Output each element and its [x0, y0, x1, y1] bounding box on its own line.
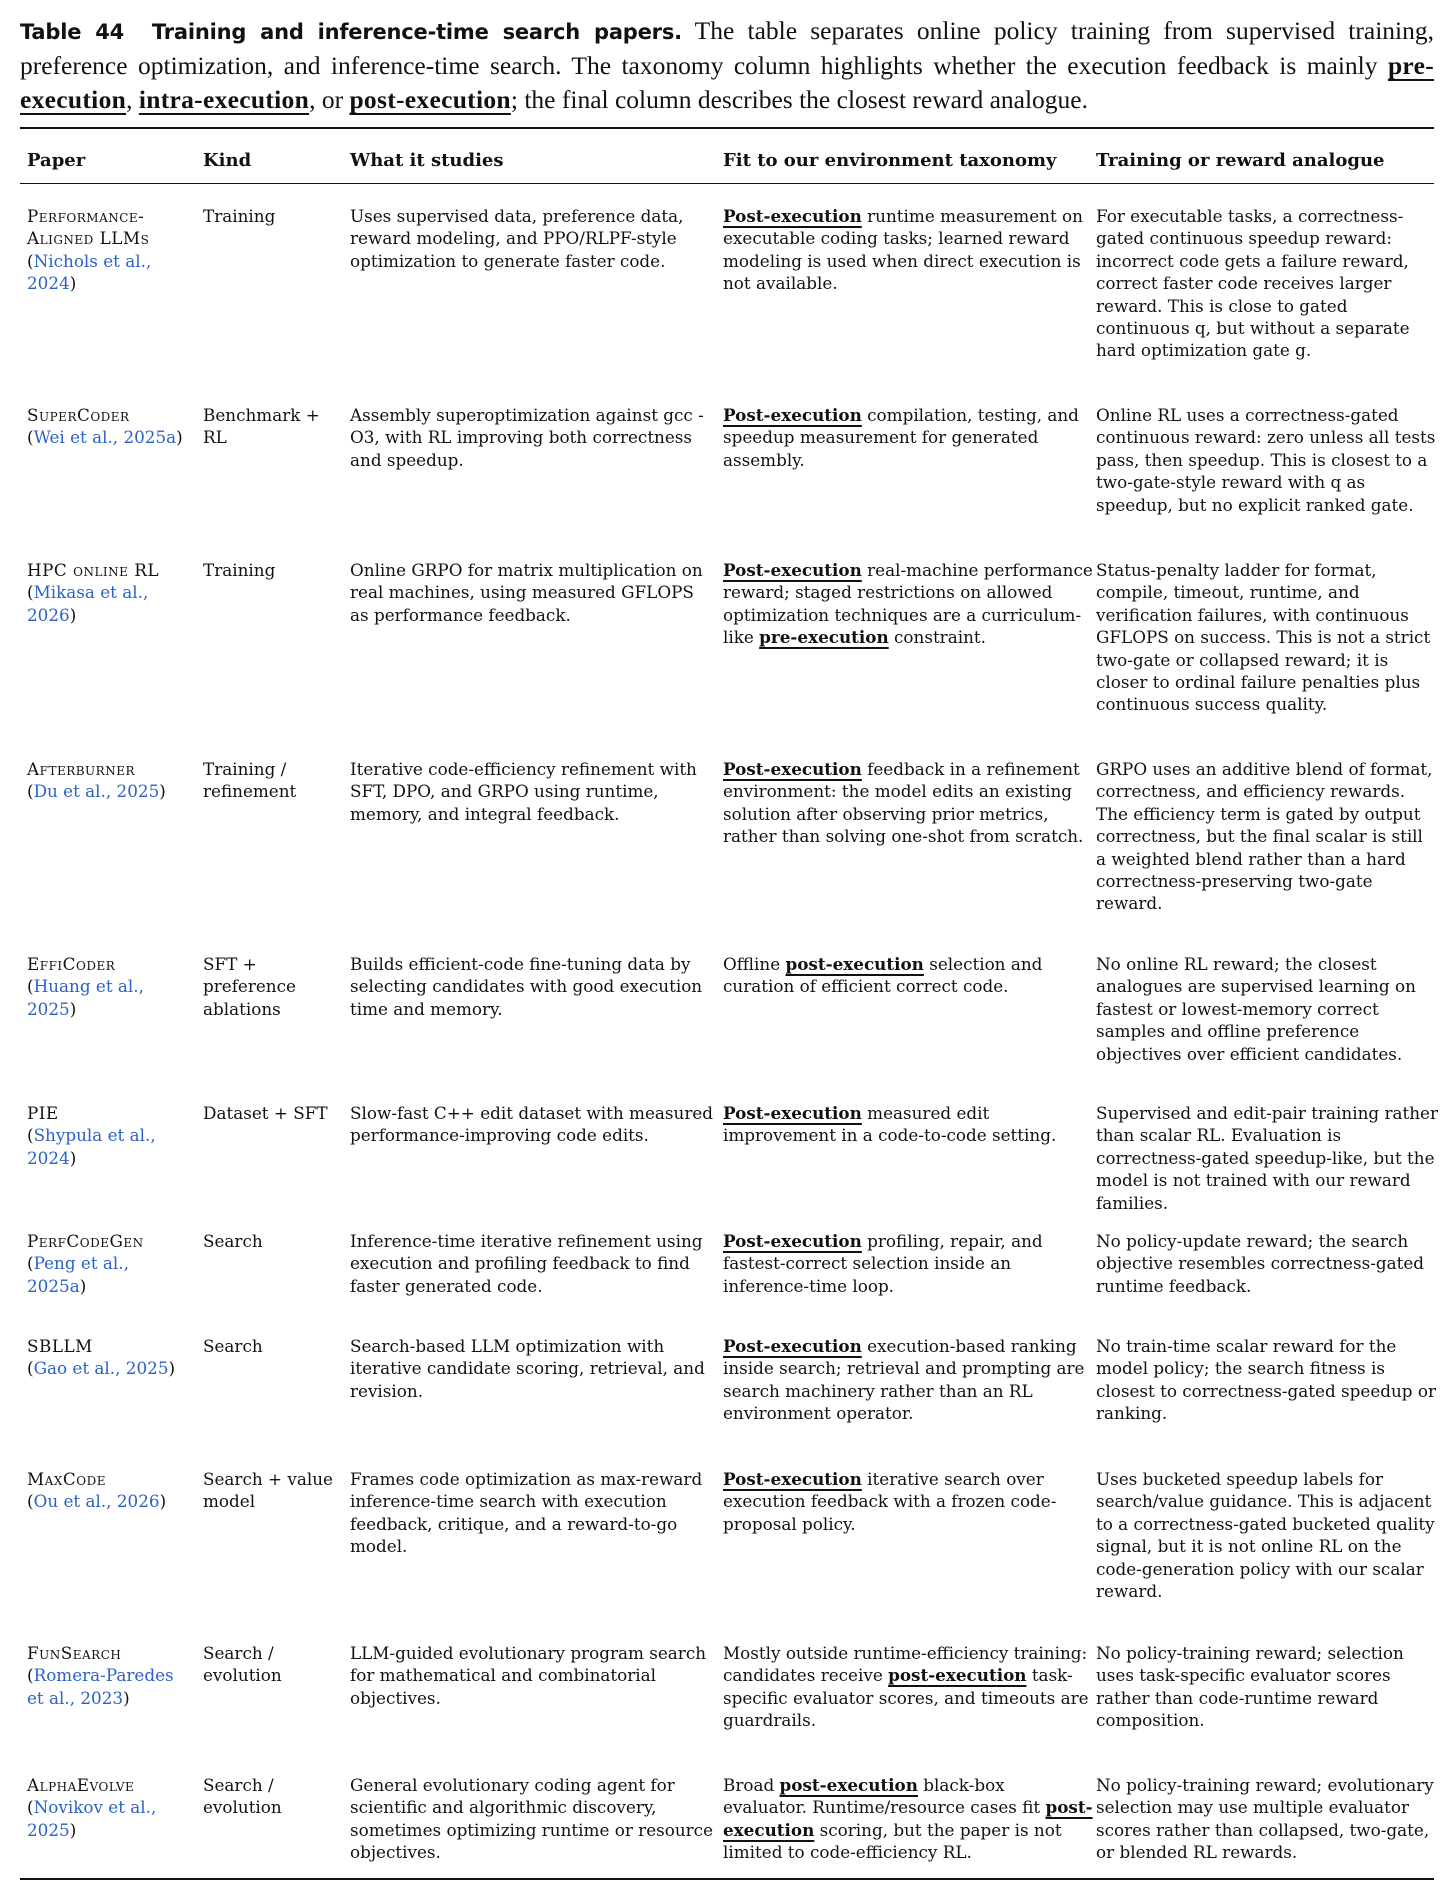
- cell-analogue: No online RL reward; the closest analogues are supervised learning on fastest or lowest-memory correct samples and offline preference objectives over efficient candidates.: [1096, 954, 1416, 1064]
- citation-link[interactable]: Du et al., 2025: [33, 781, 160, 802]
- cell-studies: Inference-time iterative refinement using execution and profiling feedback to find faster generated code.: [350, 1231, 703, 1296]
- fit-text: compilation, testing, and speedup measurement for generated assembly.: [723, 405, 1079, 470]
- caption-em-pre: pre-execution: [20, 51, 1434, 114]
- fit-keyword: post-execution: [779, 1775, 918, 1795]
- fit-text: Broad: [723, 1775, 780, 1795]
- paper-citation: (Mikasa et al., 2026): [27, 582, 149, 625]
- paper-citation: (Wei et al., 2025a): [27, 427, 183, 448]
- cell-paper: [27, 1774, 187, 1841]
- cell-analogue: Supervised and edit-pair training rather than scalar RL. Evaluation is correctness-gated speedup-like, but the model is not trained with our reward families.: [1096, 1103, 1439, 1213]
- fit-text: measured edit improvement in a code-to-code setting.: [723, 1103, 1057, 1146]
- cell-kind: Search + value model: [203, 1469, 333, 1512]
- cell-fit: [723, 1335, 1093, 1425]
- citation-link[interactable]: Romera-Paredes et al., 2023: [27, 1665, 174, 1708]
- header-paper: Paper: [27, 150, 86, 171]
- fit-text: iterative search over execution feedback with a frozen code-proposal policy.: [723, 1469, 1057, 1534]
- caption-sep1: ,: [126, 85, 139, 114]
- fit-keyword: post-execution: [785, 954, 924, 974]
- paper-name: Performance-Aligned LLMs: [27, 206, 150, 249]
- cell-analogue: For executable tasks, a correctness-gated continuous speedup reward: incorrect code gets a failure reward, correct faster code receives larger reward. This is close to gated continuous q, but without a separate hard optimization gate g.: [1096, 206, 1410, 361]
- paper-citation: (Huang et al., 2025): [27, 976, 144, 1019]
- cell-paper: [27, 404, 187, 449]
- fit-text: Mostly outside runtime-efficiency training: candidates receive: [723, 1643, 1088, 1686]
- header-fit: Fit to our environment taxonomy: [723, 150, 1057, 171]
- citation-link[interactable]: Novikov et al., 2025: [27, 1797, 157, 1840]
- citation-link[interactable]: Ou et al., 2026: [33, 1491, 160, 1512]
- fit-text: constraint.: [888, 627, 986, 648]
- fit-text: execution-based ranking inside search; retrieval and prompting are search machinery rather than an RL environment operator.: [723, 1336, 1085, 1424]
- cell-studies: General evolutionary coding agent for scientific and algorithmic discovery, sometimes optimizing runtime or resource objectives.: [350, 1775, 714, 1863]
- caption-sep2: , or: [309, 85, 350, 114]
- citation-link[interactable]: Wei et al., 2025a: [33, 427, 177, 448]
- paper-citation: (Du et al., 2025): [27, 781, 166, 802]
- paper-name: Afterburner: [27, 759, 136, 779]
- table-mid-rule: [20, 183, 1434, 184]
- fit-keyword: Post-execution: [723, 1231, 862, 1251]
- caption-text-a: The table separates online policy training from supervised training, preference optimization, and inference-time search. The taxonomy column highlights whether the execution feedback is mainly: [20, 16, 1434, 80]
- caption-label: Table 44 Training and inference-time search papers.: [20, 20, 682, 44]
- paper-name: PerfCodeGen: [27, 1231, 144, 1251]
- paper-name: SBLLM: [27, 1336, 93, 1356]
- cell-paper: [27, 1468, 187, 1513]
- fit-keyword: Post-execution: [723, 560, 862, 580]
- table-44-page: [20, 14, 1439, 1863]
- paper-citation: (Shypula et al., 2024): [27, 1125, 156, 1168]
- paper-name: FunSearch: [27, 1643, 122, 1663]
- cell-fit: [723, 1102, 1093, 1147]
- cell-analogue: No policy-update reward; the search objective resembles correctness-gated runtime feedback.: [1096, 1231, 1425, 1296]
- cell-paper: [27, 1102, 187, 1169]
- paper-citation: (Ou et al., 2026): [27, 1491, 167, 1512]
- paper-citation: (Romera-Paredes et al., 2023): [27, 1665, 174, 1708]
- cell-paper: [27, 758, 187, 803]
- fit-text: black-box evaluator. Runtime/resource cases fit: [723, 1775, 1046, 1818]
- fit-text: runtime measurement on executable coding tasks; learned reward modeling is used when direct execution is not available.: [723, 206, 1083, 294]
- paper-citation: (Gao et al., 2025): [27, 1358, 176, 1379]
- cell-paper: [27, 559, 187, 626]
- cell-analogue: GRPO uses an additive blend of format, correctness, and efficiency rewards. The efficiency term is gated by output correctness, but the final scalar is still a weighted blend rather than a hard correctness-preserving two-gate reward.: [1096, 759, 1433, 914]
- cell-studies: Search-based LLM optimization with iterative candidate scoring, retrieval, and revision.: [350, 1336, 705, 1401]
- fit-keyword: post-execution: [888, 1665, 1027, 1686]
- header-kind: Kind: [203, 150, 252, 171]
- cell-kind: Benchmark + RL: [203, 405, 320, 448]
- fit-keyword: Post-execution: [723, 206, 862, 226]
- paper-name: EffiCoder: [27, 954, 116, 974]
- caption-em-post: post-execution: [349, 85, 511, 114]
- citation-link[interactable]: Nichols et al., 2024: [27, 250, 152, 294]
- paper-name: SuperCoder: [27, 405, 130, 425]
- fit-keyword: Post-execution: [723, 1103, 862, 1123]
- paper-citation: (Peng et al., 2025a): [27, 1253, 129, 1296]
- cell-fit: [723, 953, 1093, 998]
- cell-analogue: Online RL uses a correctness-gated continuous reward: zero unless all tests pass, then speedup. This is closest to a two-gate-style reward with q as speedup, but no explicit ranked gate.: [1096, 405, 1436, 515]
- fit-keyword: Post-execution: [723, 405, 862, 425]
- cell-fit: [723, 1774, 1093, 1864]
- table-caption: [20, 14, 1434, 117]
- paper-name: AlphaEvolve: [27, 1775, 135, 1795]
- citation-link[interactable]: Shypula et al., 2024: [27, 1125, 156, 1168]
- cell-analogue: No train-time scalar reward for the model policy; the search fitness is closest to correctness-gated speedup or ranking.: [1096, 1336, 1437, 1424]
- cell-fit: [723, 1468, 1093, 1535]
- header-studies: What it studies: [350, 150, 504, 171]
- citation-link[interactable]: Peng et al., 2025a: [27, 1253, 129, 1296]
- fit-text: profiling, repair, and fastest-correct selection inside an inference-time loop.: [723, 1231, 1043, 1296]
- cell-fit: [723, 559, 1093, 649]
- cell-studies: Online GRPO for matrix multiplication on real machines, using measured GFLOPS as performance feedback.: [350, 560, 703, 625]
- caption-em-intra: intra-execution: [138, 85, 310, 114]
- cell-paper: [27, 1642, 187, 1709]
- fit-keyword: post-execution: [723, 1797, 1093, 1840]
- fit-text: feedback in a refinement environment: the model edits an existing solution after observing prior metrics, rather than solving one-shot from scratch.: [723, 759, 1084, 847]
- fit-text: task-specific evaluator scores, and timeouts are guardrails.: [723, 1665, 1089, 1731]
- cell-paper: [27, 1230, 187, 1297]
- caption-text-b: ; the final column describes the closest reward analogue.: [510, 85, 1088, 114]
- paper-name: MaxCode: [27, 1469, 106, 1489]
- cell-analogue: No policy-training reward; evolutionary selection may use multiple evaluator scores rather than collapsed, two-gate, or blended RL rewards.: [1096, 1775, 1434, 1863]
- cell-studies: Slow-fast C++ edit dataset with measured performance-improving code edits.: [350, 1103, 714, 1146]
- citation-link[interactable]: Huang et al., 2025: [27, 976, 144, 1019]
- fit-keyword: Post-execution: [723, 1336, 862, 1356]
- cell-paper: [27, 953, 187, 1020]
- cell-fit: [723, 758, 1093, 848]
- cell-studies: Uses supervised data, preference data, reward modeling, and PPO/RLPF-style optimization to generate faster code.: [350, 206, 684, 271]
- fit-text: Offline: [723, 954, 786, 974]
- paper-citation: (Novikov et al., 2025): [27, 1797, 157, 1840]
- cell-kind: Search / evolution: [203, 1775, 282, 1818]
- cell-fit: [723, 404, 1093, 471]
- cell-analogue: Uses bucketed speedup labels for search/value guidance. This is adjacent to a correctness-gated bucketed quality signal, but it is not online RL on the code-generation policy with our scalar reward.: [1096, 1469, 1435, 1602]
- cell-analogue: Status-penalty ladder for format, compile, timeout, runtime, and verification failures, with continuous GFLOPS on success. This is not a strict two-gate or collapsed reward; it is closer to ordinal failure penalties plus continuous success quality.: [1096, 560, 1431, 715]
- header-analogue: Training or reward analogue: [1096, 150, 1385, 171]
- fit-keyword: Post-execution: [723, 1469, 862, 1489]
- cell-fit: [723, 1642, 1093, 1732]
- cell-kind: Search: [203, 1336, 263, 1356]
- cell-studies: Frames code optimization as max-reward inference-time search with execution feedback, critique, and a reward-to-go model.: [350, 1469, 703, 1557]
- fit-text: selection and curation of efficient correct code.: [723, 954, 1043, 997]
- citation-link[interactable]: Gao et al., 2025: [33, 1358, 169, 1379]
- cell-fit: [723, 205, 1093, 295]
- paper-name: HPC online RL: [27, 560, 160, 580]
- cell-studies: Assembly superoptimization against gcc -O3, with RL improving both correctness and speedup.: [350, 405, 704, 470]
- fit-text: real-machine performance reward; staged restrictions on allowed optimization techniques are a curriculum-like: [723, 560, 1093, 648]
- cell-kind: Training / refinement: [203, 759, 297, 802]
- cell-paper: [27, 205, 187, 295]
- paper-citation: (Nichols et al., 2024): [27, 250, 152, 294]
- cell-kind: SFT + preference ablations: [203, 954, 296, 1019]
- cell-kind: Dataset + SFT: [203, 1103, 328, 1123]
- citation-link[interactable]: Mikasa et al., 2026: [27, 582, 149, 625]
- cell-paper: [27, 1335, 187, 1380]
- cell-analogue: No policy-training reward; selection uses task-specific evaluator scores rather than code-runtime reward composition.: [1096, 1643, 1404, 1731]
- cell-kind: Training: [203, 560, 276, 580]
- cell-studies: Iterative code-efficiency refinement with SFT, DPO, and GRPO using runtime, memory, and integral feedback.: [350, 759, 697, 824]
- cell-studies: Builds efficient-code fine-tuning data by selecting candidates with good execution time and memory.: [350, 954, 703, 1019]
- table-bottom-rule: [20, 1878, 1434, 1880]
- fit-keyword: pre-execution: [759, 627, 889, 648]
- cell-kind: Search / evolution: [203, 1643, 282, 1686]
- fit-keyword: Post-execution: [723, 759, 862, 779]
- fit-text: scoring, but the paper is not limited to code-efficiency RL.: [723, 1819, 1062, 1863]
- cell-fit: [723, 1230, 1093, 1297]
- table-top-rule: [20, 127, 1434, 129]
- cell-kind: Search: [203, 1231, 263, 1251]
- cell-studies: LLM-guided evolutionary program search for mathematical and combinatorial objectives.: [350, 1643, 707, 1708]
- paper-name: PIE: [27, 1103, 59, 1123]
- cell-kind: Training: [203, 206, 276, 226]
